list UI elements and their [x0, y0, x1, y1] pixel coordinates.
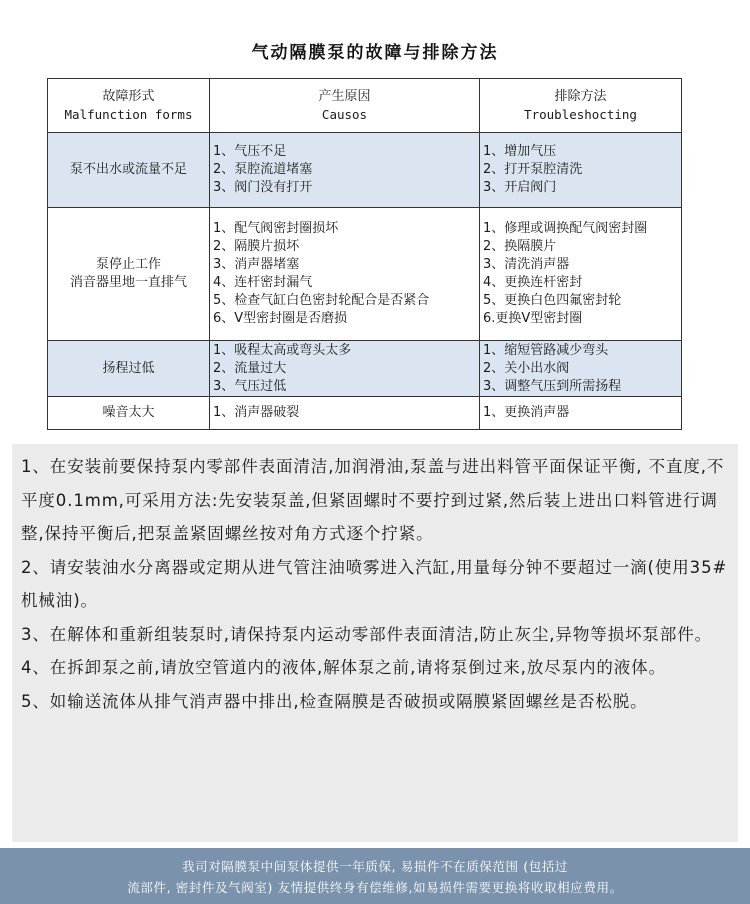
cause-item: 6、V型密封圈是否磨损 [213, 311, 348, 326]
fix-cell [480, 208, 682, 341]
note-item: 2、请安装油水分离器或定期从进气管注油喷雾进入汽缸,用量每分钟不要超过一滴(使用35#机械油)。 [21, 557, 728, 610]
note-item: 5、如输送流体从排气消声器中排出,检查隔膜是否破损或隔膜紧固螺丝是否松脱。 [21, 691, 648, 711]
table-header-row [48, 79, 682, 133]
cause-item: 2、泵腔流道堵塞 [213, 162, 313, 177]
warranty-line-1: 我司对隔膜泵中间泵体提供一年质保, 易损件不在质保范围 (包括过 [182, 859, 568, 874]
fault-cell [48, 341, 210, 397]
note-item: 4、在拆卸泵之前,请放空管道内的液体,解体泵之前,请将泵倒过来,放尽泵内的液体。 [21, 658, 666, 677]
note-item: 3、在解体和重新组装泵时,请保持泵内运动零部件表面清洁,防止灰尘,异物等损坏泵部件。 [21, 624, 713, 644]
fault-cell [48, 208, 210, 341]
fix-item: 2、打开泵腔清洗 [483, 162, 583, 177]
fault-text: 消音器里地一直排气 [69, 275, 187, 290]
cause-item: 1、配气阀密封圈损坏 [213, 221, 339, 236]
table-row [48, 341, 682, 397]
cause-cell [210, 133, 480, 208]
cause-item: 5、检查气缸白色密封轮配合是否紧合 [213, 293, 430, 308]
cause-item: 4、连杆密封漏气 [213, 275, 313, 290]
fix-item: 1、修理或调换配气阀密封圈 [483, 221, 648, 236]
header-fault-form-en: Malfunction forms [64, 106, 193, 122]
note-item: 1、在安装前要保持泵内零部件表面清洁,加润滑油,泵盖与进出料管平面保证平衡, 不直度,不平度0.1mm,可采用方法:先安装泵盖,但紧固螺时不要拧到过紧,然后装上进出口料管进行调整,保持平衡后,把泵盖紧固螺丝按对角方式逐个拧紧。 [21, 457, 725, 543]
fix-item: 3、调整气压到所需扬程 [483, 378, 622, 394]
table-row [48, 208, 682, 341]
cause-item: 3、气压过低 [213, 378, 287, 394]
fault-table-section [0, 0, 750, 437]
warranty-line-2: 流部件, 密封件及气阀室) 友情提供终身有偿维修,如易损件需要更换将收取相应费用。 [127, 880, 623, 895]
page-title: 气动隔膜泵的故障与排除方法 [251, 43, 499, 63]
fault-cell [48, 133, 210, 208]
cause-item: 1、吸程太高或弯头太多 [213, 342, 352, 358]
fix-item: 1、更换消声器 [483, 405, 570, 420]
fault-text: 噪音太大 [102, 405, 155, 420]
fix-item: 1、增加气压 [483, 144, 557, 159]
header-fault-form-cn: 故障形式 [102, 88, 155, 104]
cause-cell [210, 208, 480, 341]
fault-cell [48, 397, 210, 430]
fix-item: 4、更换连杆密封 [483, 275, 583, 290]
cause-cell [210, 341, 480, 397]
cause-item: 2、隔膜片损坏 [213, 239, 300, 254]
installation-notes [12, 444, 738, 842]
table-row [48, 397, 682, 430]
fix-item: 1、缩短管路减少弯头 [483, 342, 609, 358]
cause-item: 2、流量过大 [213, 360, 287, 376]
header-fix [480, 79, 682, 133]
cause-cell [210, 397, 480, 430]
header-cause [210, 79, 480, 133]
warranty-footer [0, 848, 750, 904]
header-fix-cn: 排除方法 [554, 88, 607, 104]
cause-item: 1、消声器破裂 [213, 405, 300, 420]
fix-cell [480, 133, 682, 208]
cause-item: 3、阀门没有打开 [213, 180, 313, 195]
fix-item: 3、清洗消声器 [483, 257, 570, 272]
fix-item: 2、换隔膜片 [483, 239, 557, 254]
fix-item: 6.更换V型密封圈 [483, 311, 583, 326]
header-fault-form [48, 79, 210, 133]
fix-item: 2、关小出水阀 [483, 360, 570, 376]
table-row [48, 133, 682, 208]
fix-item: 3、开启阀门 [483, 180, 557, 195]
header-fix-en: Troubleshocting [524, 106, 637, 122]
cause-item: 1、气压不足 [213, 144, 287, 159]
fault-text: 泵不出水或流量不足 [69, 162, 187, 177]
fault-text: 扬程过低 [102, 360, 155, 376]
fix-item: 5、更换白色四氟密封轮 [483, 293, 622, 308]
cause-item: 3、消声器堵塞 [213, 257, 300, 272]
fix-cell [480, 341, 682, 397]
fault-text: 泵停止工作 [95, 257, 161, 272]
fix-cell [480, 397, 682, 430]
header-cause-cn: 产生原因 [318, 88, 371, 104]
fault-table [47, 78, 682, 430]
header-cause-en: Causos [321, 106, 368, 122]
